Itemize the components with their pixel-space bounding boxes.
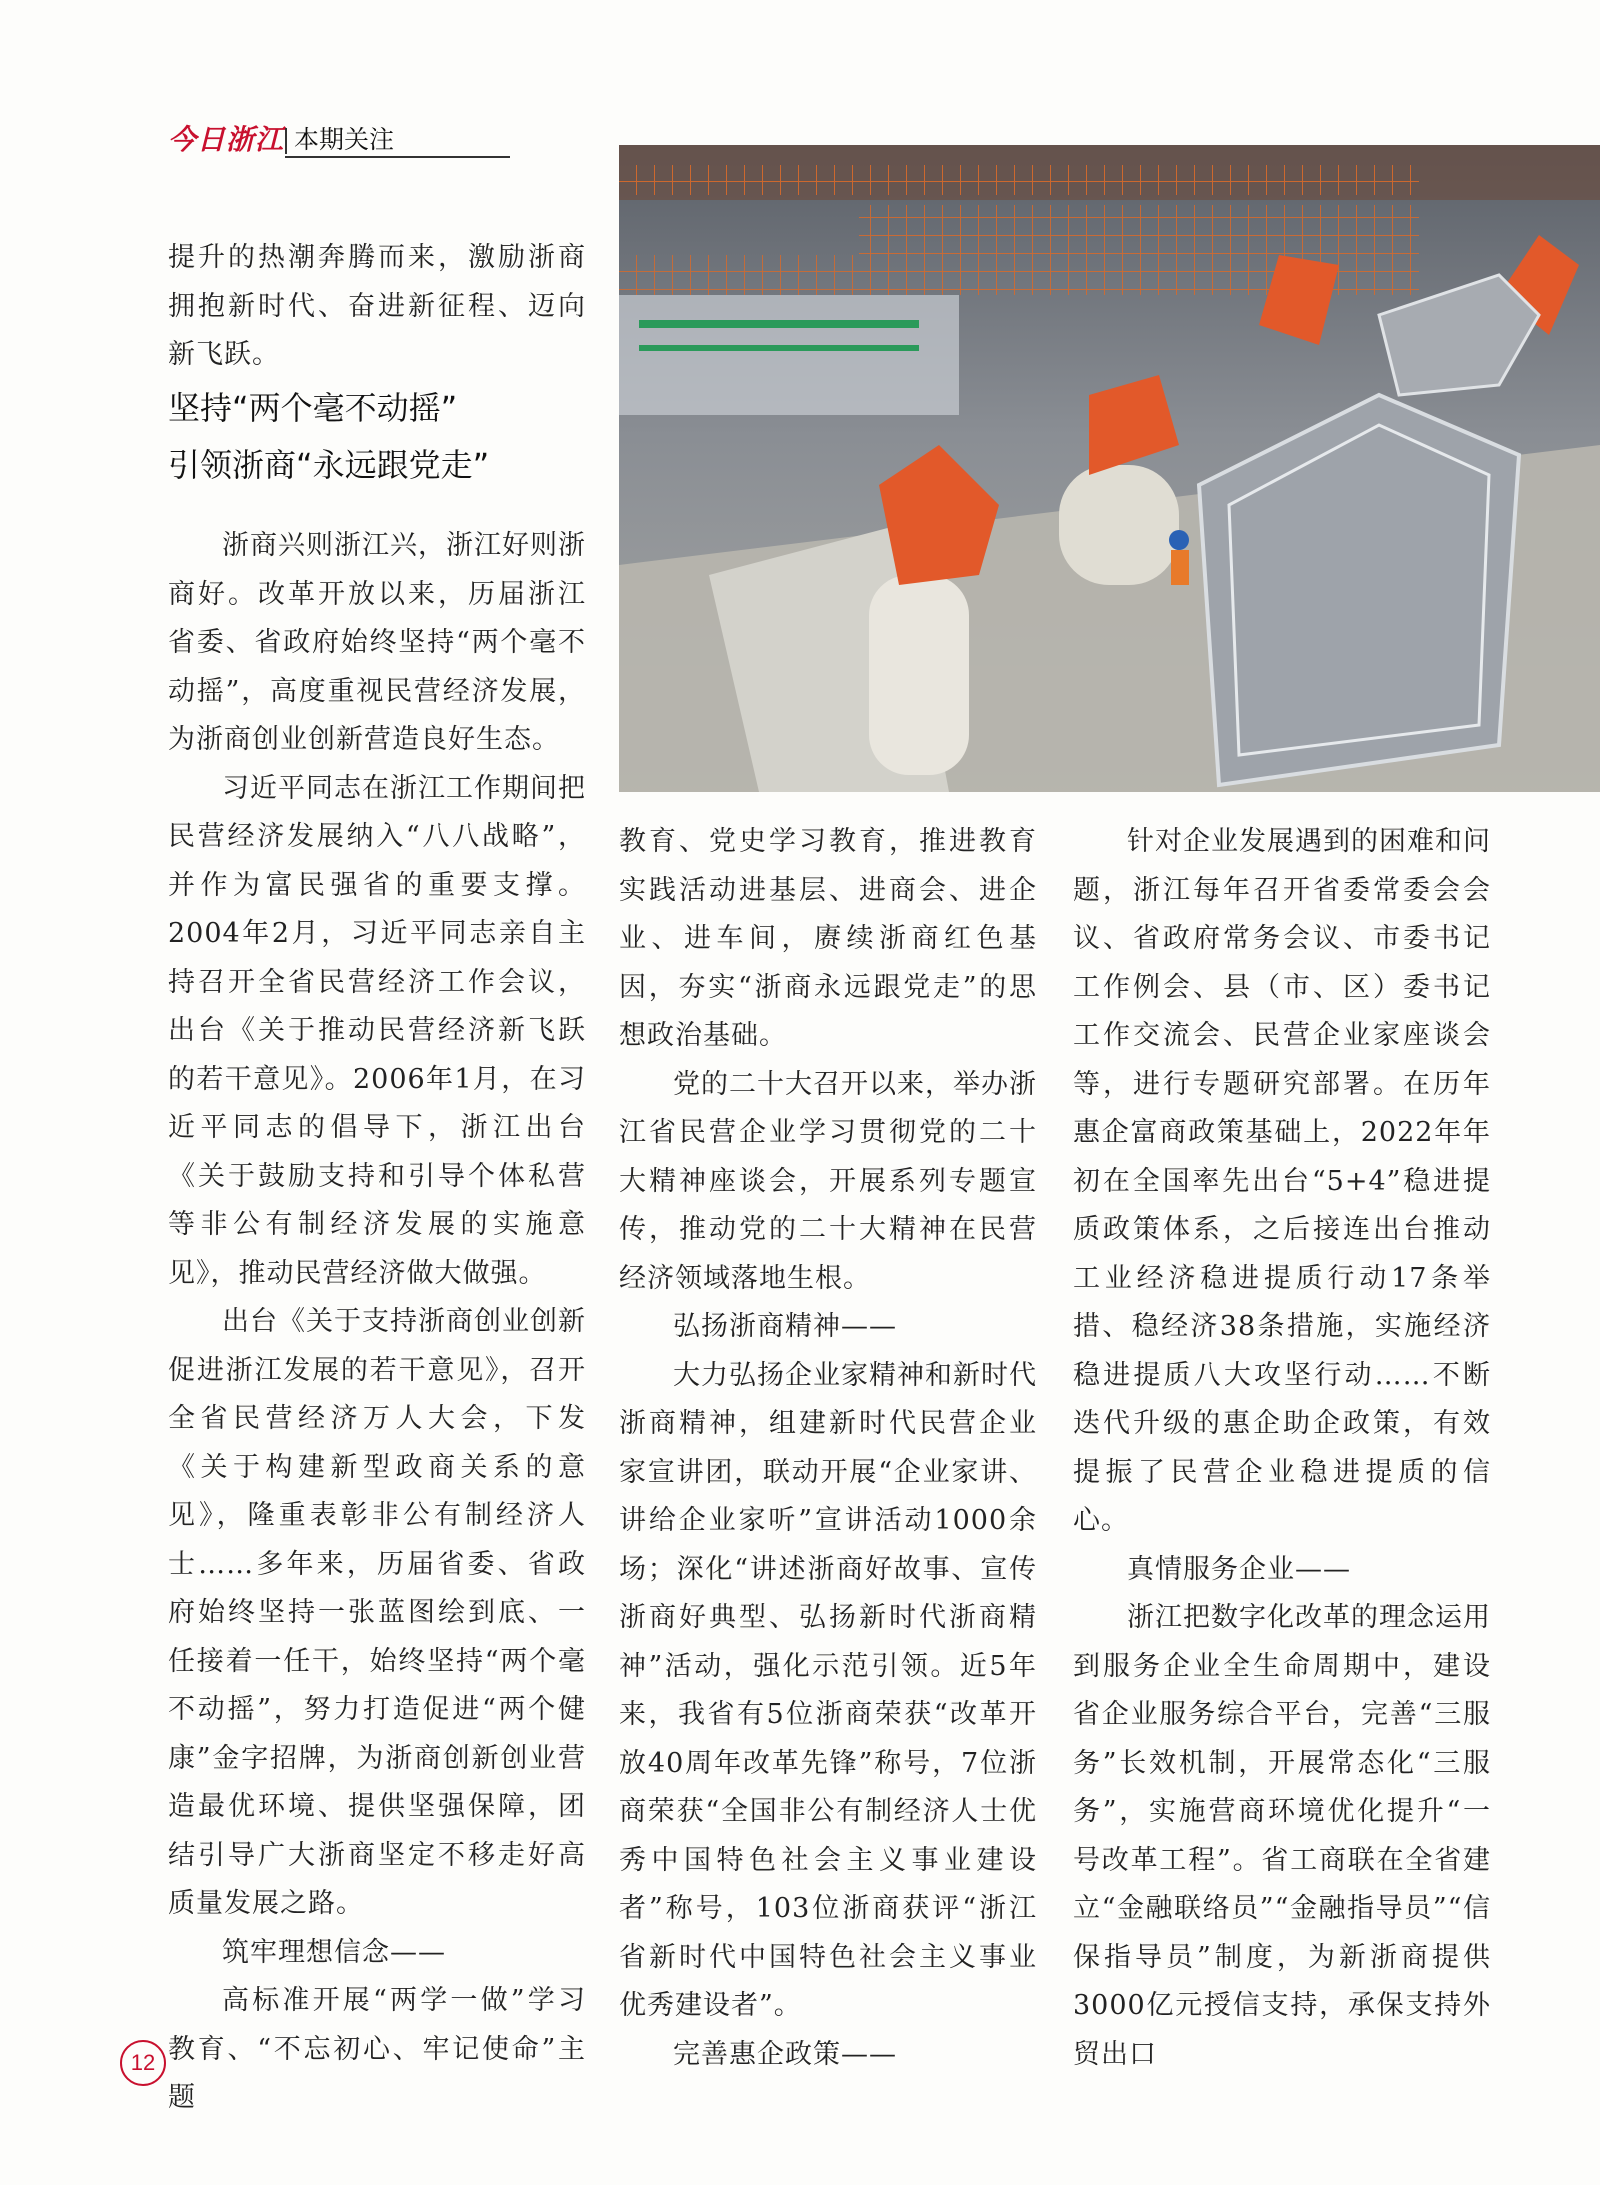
paragraph: 浙江把数字化改革的理念运用到服务企业全生命周期中，建设省企业服务综合平台，完善“三服务”长效机制，开展常态化“三服务”，实施营商环境优化提升“一号改革工程”。省工商联在全省建立“金融联络员”“金融指导员”“信保指导员”制度，为新浙商提供3000亿元授信支持，承保支持外贸出口 [1073,1602,1491,2070]
factory-illustration [619,145,1600,792]
article-heading [168,380,608,494]
column-1-body [168,522,586,2123]
heading-line-2: 引领浙商“永远跟党走” [168,446,490,484]
paragraph: 习近平同志在浙江工作期间把民营经济发展纳入“八八战略”，并作为富民强省的重要支撑。2004年2月，习近平同志亲自主持召开全省民营经济工作会议，出台《关于推动民营经济新飞跃的若干意见》。2006年1月，在习近平同志的倡导下，浙江出台《关于鼓励支持和引导个体私营等非公有制经济发展的实施意见》，推动民营经济做大做强。 [168,772,586,1289]
paragraph: 浙商兴则浙江兴，浙江好则浙商好。改革开放以来，历届浙江省委、省政府始终坚持“两个毫不动摇”，高度重视民营经济发展，为浙商创业创新营造良好生态。 [168,530,586,755]
subheading: 真情服务企业—— [1127,1553,1351,1585]
paragraph: 出台《关于支持浙商创业创新促进浙江发展的若干意见》，召开全省民营经济万人大会，下发《关于构建新型政商关系的意见》，隆重表彰非公有制经济人士……多年来，历届省委、省政府始终坚持一张蓝图绘到底、一任接着一任干，始终坚持“两个毫不动摇”，努力打造促进“两个健康”金字招牌，为浙商创新创业营造最优环境、提供坚强保障，团结引导广大浙商坚定不移走好高质量发展之路。 [168,1306,586,1919]
factory-photo [619,145,1600,792]
paragraph: 针对企业发展遇到的困难和问题，浙江每年召开省委常委会会议、省政府常务会议、市委书记工作例会、县（市、区）委书记工作交流会、民营企业家座谈会等，进行专题研究部署。在历年惠企富商政策基础上，2022年年初在全国率先出台“5+4”稳进提质政策体系，之后接连出台推动工业经济稳进提质行动17条举措、稳经济38条措施，实施经济稳进提质八大攻坚行动……不断迭代升级的惠企助企政策，有效提振了民营企业稳进提质的信心。 [1073,826,1491,1536]
page-header [168,124,510,158]
column-2 [619,818,1037,2079]
paragraph: 党的二十大召开以来，举办浙江省民营企业学习贯彻党的二十大精神座谈会，开展系列专题宣传，推动党的二十大精神在民营经济领域落地生根。 [619,1068,1037,1294]
magazine-logo: 今日浙江 [168,123,285,156]
column-3 [1073,818,1491,2079]
heading-line-1: 坚持“两个毫不动摇” [168,389,458,427]
subheading: 筑牢理想信念—— [222,1936,446,1968]
section-label: 本期关注 [294,125,395,154]
subheading: 弘扬浙商精神—— [673,1311,897,1342]
top-paragraph: 提升的热潮奔腾而来，激励浙商拥抱新时代、奋进新征程、迈向新飞跃。 [168,242,586,370]
paragraph: 高标准开展“两学一做”学习教育、“不忘初心、牢记使命”主题 [168,1985,586,2113]
paragraph: 大力弘扬企业家精神和新时代浙商精神，组建新时代民营企业家宣讲团，联动开展“企业家讲、讲给企业家听”宣讲活动1000余场；深化“讲述浙商好故事、宣传浙商好典型、弘扬新时代浙商精神”活动，强化示范引领。近5年来，我省有5位浙商荣获“改革开放40周年改革先锋”称号，7位浙商荣获“全国非公有制经济人士优秀中国特色社会主义事业建设者”称号，103位浙商获评“浙江省新时代中国特色社会主义事业优秀建设者”。 [619,1359,1037,2021]
header-rule [285,156,510,158]
header-divider [285,128,287,154]
paragraph: 教育、党史学习教育，推进教育实践活动进基层、进商会、进企业、进车间，赓续浙商红色基因，夯实“浙商永远跟党走”的思想政治基础。 [619,826,1037,1051]
page-number: 12 [120,2040,166,2086]
subheading: 完善惠企政策—— [673,2038,897,2070]
column-1 [168,234,586,380]
